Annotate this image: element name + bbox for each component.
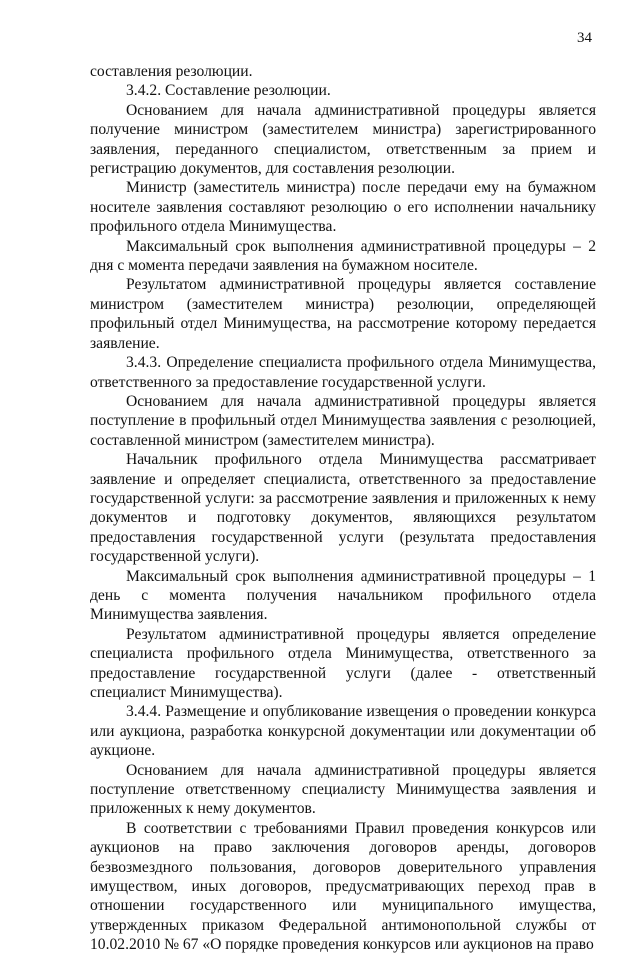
paragraph: 3.4.2. Составление резолюции.	[126, 82, 331, 100]
paragraph: Основанием для начала административной процедуры является поступление в профильный отдел Минимущества заявления с резолюцией, составленной министром (заместителем министра).	[90, 392, 596, 449]
page-number: 34	[577, 30, 592, 46]
document-body	[90, 62, 596, 955]
paragraph: Основанием для начала административной процедуры является поступление ответственному специалисту Минимущества заявления и приложенных к нему документов.	[90, 761, 596, 818]
paragraph: Результатом административной процедуры является определение специалиста профильного отдела Минимущества, ответственного за предоставление государственной услуги (далее - ответственный специалист Минимущества).	[90, 625, 596, 701]
paragraph: составления резолюции.	[90, 63, 253, 80]
paragraph: Начальник профильного отдела Минимущества рассматривает заявление и определяет специалиста, ответственного за предоставление государственной услуги: за рассмотрение заявления и приложенных к нему документов и подготовку документов, являющихся результатом предоставления государственной услуги (результата предоставления государственной услуги).	[90, 451, 596, 566]
paragraph: В соответствии с требованиями Правил проведения конкурсов или аукционов на право заключения договоров аренды, договоров безвозмездного пользования, договоров доверительного управления имуществом, иных договоров, предусматривающих переход прав в отношении государственного или муниципального имущества, утвержденных приказом Федеральной антимонопольной службы от 10.02.2010 № 67 «О порядке проведения конкурсов или аукционов на право	[90, 819, 596, 954]
paragraph: Максимальный срок выполнения административной процедуры – 2 дня с момента передачи заявления на бумажном носителе.	[90, 237, 596, 275]
paragraph: 3.4.4. Размещение и опубликование извещения о проведении конкурса или аукциона, разработка конкурсной документации или документации об аукционе.	[90, 703, 596, 760]
paragraph: Основанием для начала административной процедуры является получение министром (заместителем министра) зарегистрированного заявления, переданного специалистом, ответственным за прием и регистрацию документов, для составления резолюции.	[90, 101, 596, 178]
paragraph: Результатом административной процедуры является составление министром (заместителем министра) резолюции, определяющей профильный отдел Минимущества, на рассмотрение которому передается заявление.	[90, 276, 596, 352]
paragraph: 3.4.3. Определение специалиста профильного отдела Минимущества, ответственного за предоставление государственной услуги.	[90, 354, 596, 391]
paragraph: Министр (заместитель министра) после передачи ему на бумажном носителе заявления составляют резолюцию о его исполнении начальнику профильного отдела Минимущества.	[90, 179, 596, 236]
paragraph: Максимальный срок выполнения административной процедуры – 1 день с момента получения начальником профильного отдела Минимущества заявления.	[90, 567, 596, 624]
